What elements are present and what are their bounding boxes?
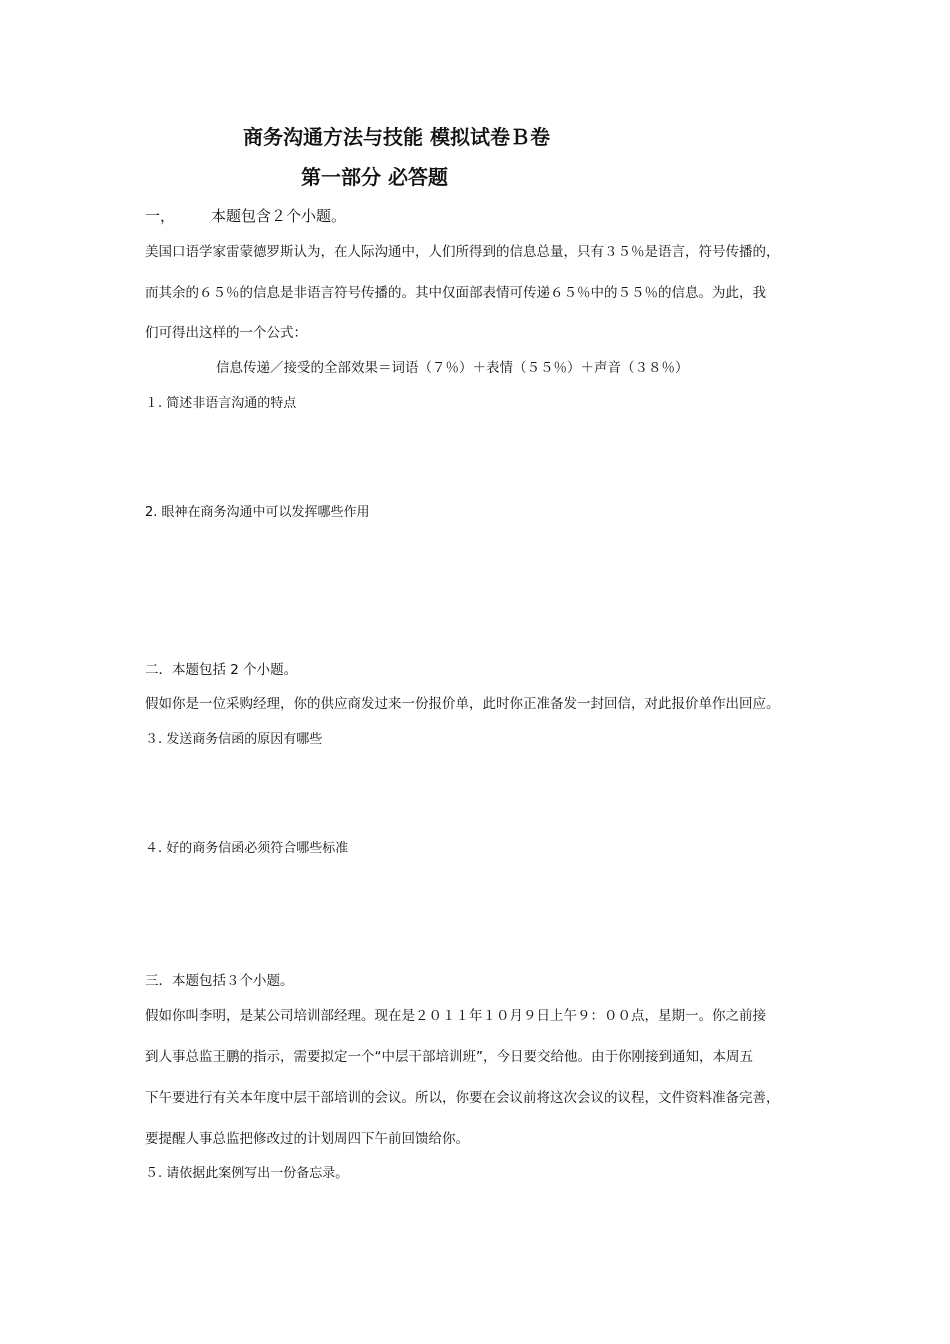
section-1-number: 一，	[145, 207, 176, 225]
question-1: １. 简述非语言沟通的特点	[145, 396, 297, 411]
formula: 信息传递／接受的全部效果＝词语（７％）＋表情（５５％）＋声音（３８％）	[216, 360, 689, 376]
section-3-paragraph-line: 假如你叫李明，是某公司培训部经理。现在是２０１１年１０月９日上午９：００点，星期一。你之前接	[145, 1008, 766, 1024]
question-5: ５. 请依据此案例写出一份备忘录。	[145, 1166, 349, 1181]
question-2: 2. 眼神在商务沟通中可以发挥哪些作用	[145, 505, 370, 520]
section-3-paragraph-line: 下午要进行有关本年度中层干部培训的会议。所以，你要在会议前将这次会议的议程，文件资料准备完善，	[145, 1090, 780, 1106]
section-3-heading: 三．本题包括３个小题。	[145, 973, 294, 989]
section-1-paragraph-line: 们可得出这样的一个公式：	[145, 325, 307, 341]
section-2-paragraph: 假如你是一位采购经理，你的供应商发过来一份报价单，此时你正准备发一封回信，对此报价单作出回应。	[145, 696, 780, 712]
section-1-heading: 本题包含２个小题。	[211, 207, 347, 225]
question-4: ４. 好的商务信函必须符合哪些标准	[145, 841, 349, 856]
section-2-heading: 二．本题包括 2 个小题。	[145, 662, 298, 678]
section-1-paragraph-line: 美国口语学家雷蒙德罗斯认为，在人际沟通中，人们所得到的信息总量，只有３５％是语言，符号传播的，	[145, 244, 780, 260]
section-3-paragraph-line: 要提醒人事总监把修改过的计划周四下午前回馈给你。	[145, 1131, 469, 1147]
question-3: ３. 发送商务信函的原因有哪些	[145, 732, 323, 747]
exam-title: 商务沟通方法与技能 模拟试卷Ｂ卷	[243, 125, 550, 149]
section-1-paragraph-line: 而其余的６５％的信息是非语言符号传播的。其中仅面部表情可传递６５％中的５５％的信息。为此，我	[145, 285, 766, 301]
part-title: 第一部分 必答题	[301, 165, 448, 189]
section-3-paragraph-line: 到人事总监王鹏的指示，需要拟定一个“中层干部培训班”，今日要交给他。由于你刚接到通知，本周五	[145, 1049, 753, 1065]
